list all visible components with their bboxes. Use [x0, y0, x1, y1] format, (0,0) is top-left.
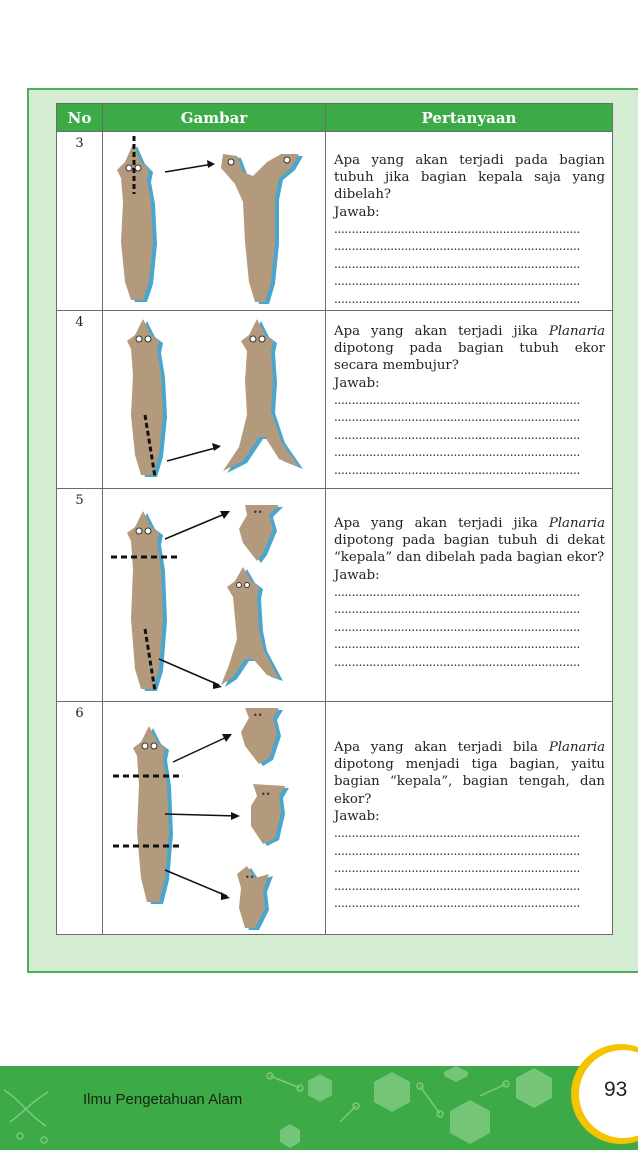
planaria-tail-split-illustration	[103, 311, 326, 488]
planaria-head-split-illustration	[103, 132, 326, 310]
answer-line[interactable]: ......................................................................	[334, 410, 581, 425]
answer-line[interactable]: ......................................................................	[334, 427, 581, 442]
answer-line[interactable]: ......................................................................	[334, 274, 581, 289]
svg-text:••: ••	[245, 873, 255, 882]
row-image-cell	[103, 311, 326, 489]
answer-line[interactable]: ......................................................................	[334, 878, 581, 893]
answer-line[interactable]: ......................................................................	[334, 826, 581, 841]
two-tailed-planaria	[221, 567, 283, 687]
row-number: 3	[57, 132, 103, 311]
answer-label: Jawab:	[334, 204, 380, 220]
header-gambar: Gambar	[103, 104, 326, 132]
row-question-cell	[326, 489, 613, 702]
row-number: 4	[57, 311, 103, 489]
two-tailed-planaria	[223, 319, 303, 473]
head-fragment	[239, 505, 283, 563]
answer-label: Jawab:	[334, 808, 380, 824]
header-pertanyaan: Pertanyaan	[326, 104, 613, 132]
book-title: Ilmu Pengetahuan Alam	[83, 1091, 243, 1108]
table-header-row	[57, 104, 613, 132]
table-row	[57, 132, 613, 311]
answer-line[interactable]: ......................................................................	[334, 861, 581, 876]
arrow-icon	[213, 681, 222, 689]
planaria-head-cut-tail-split-illustration	[103, 489, 326, 701]
two-headed-planaria	[221, 154, 303, 304]
tail-fragment	[237, 866, 273, 930]
answer-line[interactable]: ......................................................................	[334, 602, 581, 617]
answer-label: Jawab:	[334, 375, 380, 391]
molecule-decoration	[0, 1066, 638, 1150]
svg-text:••: ••	[253, 508, 263, 517]
whole-planaria	[133, 726, 169, 902]
answer-line[interactable]: ......................................................................	[334, 392, 581, 407]
table-row	[57, 702, 613, 935]
answer-line[interactable]: ......................................................................	[334, 221, 581, 236]
answer-line[interactable]: ......................................................................	[334, 256, 581, 271]
header-no: No	[57, 104, 103, 132]
question-text: Apa yang akan terjadi jika Planaria dipotong pada bagian tubuh di dekat “kepala” dan dibelah pada bagian ekor?	[334, 516, 605, 566]
row-image-cell	[103, 702, 326, 935]
answer-line[interactable]: ......................................................................	[334, 619, 581, 634]
arrow-icon	[231, 812, 240, 820]
table-row	[57, 489, 613, 702]
row-question-cell	[326, 311, 613, 489]
row-image-cell	[103, 132, 326, 311]
middle-fragment	[251, 784, 289, 846]
arrow-icon	[212, 443, 221, 451]
whole-planaria	[127, 511, 163, 689]
answer-line[interactable]: ......................................................................	[334, 291, 581, 306]
row-number: 5	[57, 489, 103, 702]
answer-line[interactable]: ......................................................................	[334, 445, 581, 460]
arrow-icon	[221, 892, 230, 900]
whole-planaria	[127, 319, 163, 475]
svg-text:••: ••	[261, 790, 271, 799]
arrow-icon	[207, 160, 215, 168]
answer-line[interactable]: ......................................................................	[334, 462, 581, 477]
answer-line[interactable]: ......................................................................	[334, 584, 581, 599]
answer-line[interactable]: ......................................................................	[334, 896, 581, 911]
question-text: Apa yang akan terjadi jika Planaria dipotong pada bagian tubuh ekor secara membujur?	[334, 324, 605, 374]
answer-line[interactable]: ......................................................................	[334, 637, 581, 652]
head-fragment	[241, 708, 283, 766]
table-row	[57, 311, 613, 489]
footer-bar	[0, 1066, 638, 1150]
answer-line[interactable]: ......................................................................	[334, 843, 581, 858]
row-question-cell	[326, 132, 613, 311]
row-number: 6	[57, 702, 103, 935]
row-question-cell	[326, 702, 613, 935]
row-image-cell	[103, 489, 326, 702]
planaria-table	[56, 103, 613, 935]
page-number: 93	[604, 1078, 628, 1101]
answer-line[interactable]: ......................................................................	[334, 654, 581, 669]
answer-label: Jawab:	[334, 567, 380, 583]
question-text: Apa yang akan terjadi pada bagian tubuh jika bagian kepala saja yang dibelah?	[334, 153, 605, 203]
answer-line[interactable]: ......................................................................	[334, 239, 581, 254]
question-text: Apa yang akan terjadi bila Planaria dipotong menjadi tiga bagian, yaitu bagian “kepala”, bagian tengah, dan ekor?	[334, 740, 605, 807]
planaria-three-pieces-illustration	[103, 702, 326, 934]
svg-text:••: ••	[253, 711, 263, 720]
